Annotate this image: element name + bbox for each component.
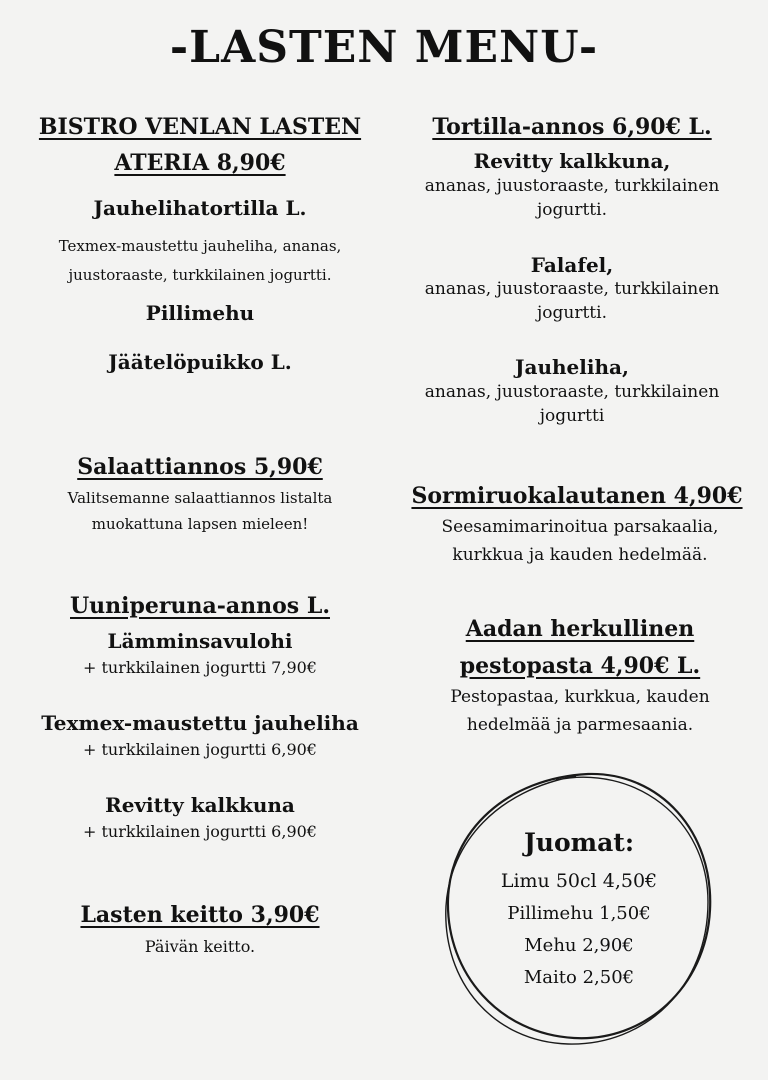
finger-food-desc-2: kurkkua ja kauden hedelmää. [452,545,708,565]
salad-desc-2: muokattuna lapsen mieleen! [91,515,309,533]
kids-meal-item-tortilla-desc-2: juustoraaste, turkkilainen jogurtti. [68,266,332,284]
tortilla-option-falafel: Falafel, [530,253,614,277]
pesto-desc-1: Pestopastaa, kurkkua, kauden [450,687,710,707]
tortilla-option-falafel-line2: jogurtti. [537,303,607,323]
tortilla-option-turkey-line2: jogurtti. [537,200,607,220]
soup-title: Lasten keitto 3,90€ [80,902,320,928]
tortilla-option-minced-line2: jogurtti [539,406,605,426]
potato-option-salmon: Lämminsavulohi [107,629,293,653]
finger-food-desc-1: Seesamimarinoitua parsakaalia, [441,517,719,537]
kids-meal-title-line2: ATERIA 8,90€ [114,150,286,176]
drink-item: Limu 50cl 4,50€ [500,870,658,892]
potato-option-texmex: Texmex-maustettu jauheliha [41,711,359,735]
pesto-desc-2: hedelmää ja parmesaania. [466,715,694,735]
tortilla-option-minced: Jauheliha, [515,355,629,379]
salad-title: Salaattiannos 5,90€ [77,454,323,480]
drink-item: Mehu 2,90€ [524,935,634,956]
tortilla-option-minced-line1: ananas, juustoraaste, turkkilainen [424,382,720,402]
page-title: -LASTEN MENU- [169,22,599,73]
potato-option-texmex-price: + turkkilainen jogurtti 6,90€ [83,740,317,759]
kids-meal-item-tortilla: Jauhelihatortilla L. [93,196,307,220]
tortilla-option-falafel-line1: ananas, juustoraaste, turkkilainen [424,279,720,299]
salad-desc-1: Valitsemanne salaattiannos listalta [67,489,333,507]
drink-item: Maito 2,50€ [523,967,635,988]
potato-title: Uuniperuna-annos L. [70,593,330,619]
pesto-title-line1: Aadan herkullinen [465,616,695,642]
kids-meal-item-juice: Pillimehu [145,301,255,325]
kids-meal-item-icecream: Jäätelöpuikko L. [108,350,292,374]
potato-option-salmon-price: + turkkilainen jogurtti 7,90€ [83,658,317,677]
tortilla-title: Tortilla-annos 6,90€ L. [432,114,712,140]
kids-meal-title-line1: BISTRO VENLAN LASTEN [38,114,362,140]
drink-item: Pillimehu 1,50€ [507,903,651,924]
pesto-title-line2: pestopasta 4,90€ L. [459,653,701,679]
potato-option-turkey-price: + turkkilainen jogurtti 6,90€ [83,822,317,841]
potato-option-turkey: Revitty kalkkuna [105,793,295,817]
soup-desc: Päivän keitto. [144,937,256,956]
kids-meal-item-tortilla-desc-1: Texmex-maustettu jauheliha, ananas, [58,237,342,255]
drinks-title: Juomat: [523,828,635,857]
tortilla-option-turkey: Revitty kalkkuna, [473,149,671,173]
finger-food-title: Sormiruokalautanen 4,90€ [411,483,743,509]
tortilla-option-turkey-line1: ananas, juustoraaste, turkkilainen [424,176,720,196]
